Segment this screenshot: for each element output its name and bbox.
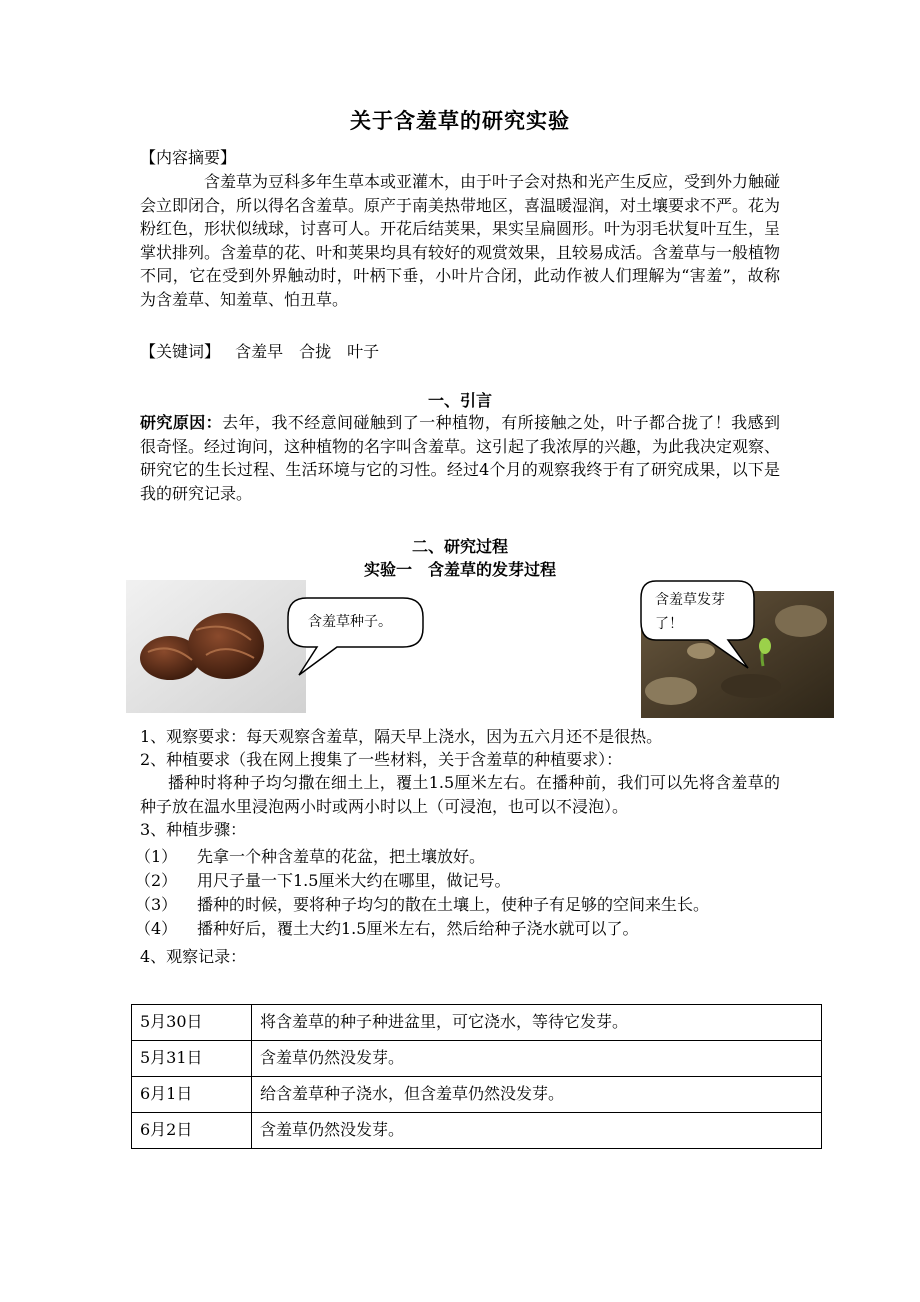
step-number: （3） [135, 895, 178, 914]
step-text: 播种好后，覆土大约1.5厘米左右，然后给种子浇水就可以了。 [197, 919, 639, 938]
step-item [135, 893, 709, 916]
record-note: 将含羞草的种子种进盆里，可它浇水，等待它发芽。 [252, 1005, 822, 1041]
keywords-label: 【关键词】 [140, 342, 221, 361]
step-number: （4） [135, 919, 178, 938]
experiment-title: 实验一 含羞草的发芽过程 [363, 560, 556, 579]
table-row [132, 1041, 822, 1077]
table-row [132, 1005, 822, 1041]
section1-heading: 一、引言 [427, 391, 492, 410]
observation-requirement: 1、观察要求：每天观察含羞草，隔天早上浇水，因为五六月还不是很热。 [140, 727, 663, 746]
section2-heading: 二、研究过程 [411, 537, 508, 556]
step-number: （1） [135, 847, 178, 866]
reason-label: 研究原因： [140, 413, 223, 432]
research-reason [140, 411, 780, 505]
record-date: 5月31日 [132, 1041, 252, 1077]
seed-photo [126, 580, 306, 713]
document-title: 关于含羞草的研究实验 [350, 108, 570, 133]
record-note: 含羞草仍然没发芽。 [252, 1113, 822, 1149]
seed-bubble-text: 含羞草种子。 [308, 614, 392, 630]
step-item [135, 845, 485, 868]
step-item [135, 869, 510, 892]
record-date: 6月1日 [132, 1077, 252, 1113]
keywords-line [140, 340, 379, 363]
table-row [132, 1077, 822, 1113]
record-note: 给含羞草种子浇水，但含羞草仍然没发芽。 [252, 1077, 822, 1113]
planting-requirement-detail: 播种时将种子均匀撒在细土上，覆土1.5厘米左右。在播种前，我们可以先将含羞草的种子放在温水里浸泡两小时或两小时以上（可浸泡，也可以不浸泡）。 [140, 773, 780, 816]
observation-table [131, 1004, 822, 1149]
step-item [135, 917, 638, 940]
planting-requirement: 2、种植要求（我在网上搜集了一些材料，关于含羞草的种植要求）： [140, 750, 623, 769]
sprout-bubble-text: 含羞草发芽了！ [655, 592, 725, 632]
abstract-text: 含羞草为豆科多年生草本或亚灌木，由于叶子会对热和光产生反应，受到外力触碰会立即闭合，所以得名含羞草。原产于南美热带地区，喜温暖湿润，对土壤要求不严。花为粉红色，形状似绒球，讨喜可人。开花后结荚果，果实呈扁圆形。叶为羽毛状复叶互生，呈掌状排列。含羞草的花、叶和荚果均具有较好的观赏效果，且较易成活。含羞草与一般植物不同，它在受到外界触动时，叶柄下垂，小叶片合闭，此动作被人们理解为“害羞”，故称为含羞草、知羞草、怕丑草。 [140, 172, 781, 309]
abstract-heading: 【内容摘要】 [140, 148, 237, 167]
record-note: 含羞草仍然没发芽。 [252, 1041, 822, 1077]
step-number: （2） [135, 871, 178, 890]
record-date: 6月2日 [132, 1113, 252, 1149]
seed-speech-bubble [285, 595, 425, 685]
reason-text: 去年，我不经意间碰触到了一种植物，有所接触之处，叶子都合拢了！我感到很奇怪。经过询问，这种植物的名字叫含羞草。这引起了我浓厚的兴趣，为此我决定观察、研究它的生长过程、生活环境与它的习性。经过4个月的观察我终于有了研究成果，以下是我的研究记录。 [140, 413, 781, 503]
record-date: 5月30日 [132, 1005, 252, 1041]
steps-heading: 3、种植步骤： [140, 820, 247, 839]
step-text: 播种的时候，要将种子均匀的散在土壤上，使种子有足够的空间来生长。 [197, 895, 710, 914]
keywords-value: 含羞早 合拢 叶子 [235, 342, 380, 361]
step-text: 先拿一个种含羞草的花盆，把土壤放好。 [197, 847, 486, 866]
step-text: 用尺子量一下1.5厘米大约在哪里，做记号。 [197, 871, 511, 890]
record-heading: 4、观察记录： [140, 947, 247, 966]
table-row [132, 1113, 822, 1149]
